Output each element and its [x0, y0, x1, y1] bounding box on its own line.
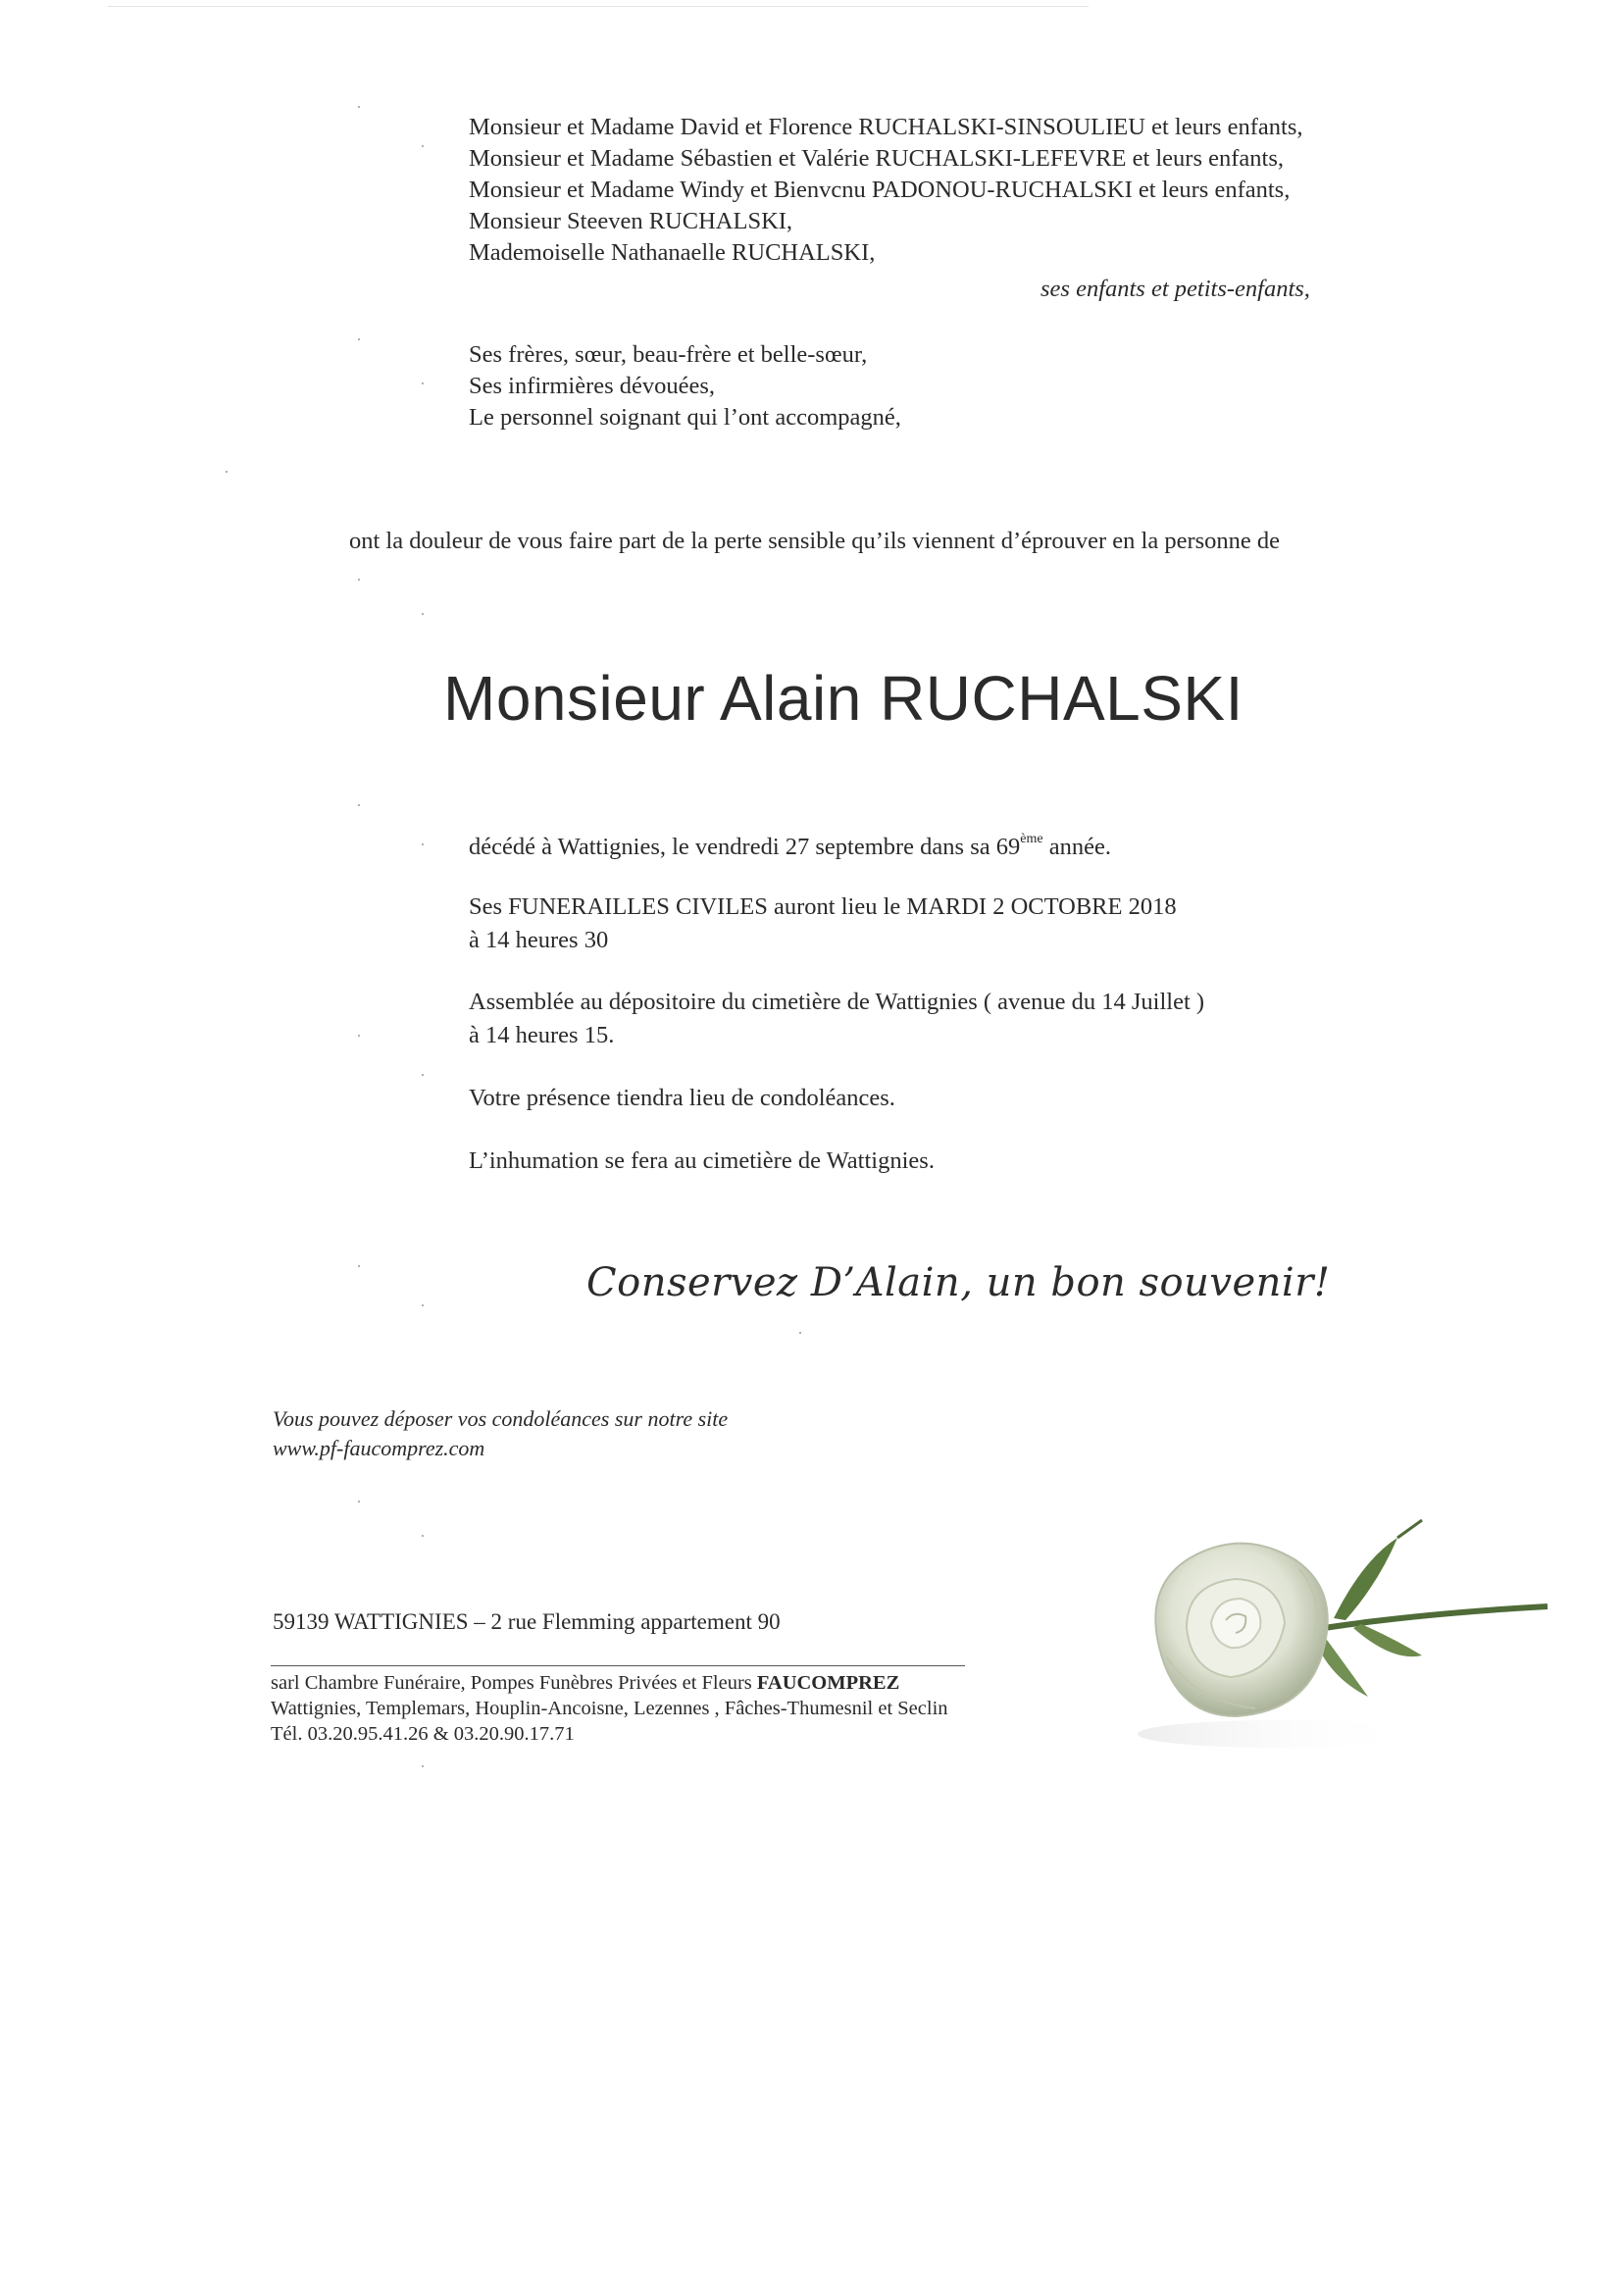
funeral-line-2: à 14 heures 30 [469, 927, 609, 953]
family-line-1: Monsieur et Madame David et Florence RUCHALSKI-SINSOULIEU et leurs enfants, [469, 114, 1303, 140]
death-text: décédé à Wattignies, le vendredi 27 septembre dans sa 69 [469, 834, 1021, 860]
scan-speck [358, 1265, 360, 1267]
scan-speck [422, 1535, 424, 1537]
footer-divider [271, 1665, 965, 1666]
scan-speck [358, 338, 360, 340]
family-role: ses enfants et petits-enfants, [1040, 276, 1310, 302]
death-line [469, 832, 1111, 860]
funeral-home-line-2: Wattignies, Templemars, Houplin-Ancoisne, Lezennes , Fâches-Thumesnil et Seclin [271, 1698, 948, 1719]
closing-script: Conservez D’Alain, un bon souvenir! [586, 1260, 1331, 1305]
scan-speck [358, 579, 360, 581]
scan-speck [358, 106, 360, 108]
others-line-1: Ses frères, sœur, beau-frère et belle-sœur, [469, 341, 868, 368]
scan-speck [358, 1035, 360, 1037]
funeral-home-line-1 [271, 1673, 899, 1694]
website-line-1: Vous pouvez déposer vos condoléances sur notre site [273, 1406, 729, 1431]
announcement-text: ont la douleur de vous faire part de la perte sensible qu’ils viennent d’éprouver en la personne de [349, 528, 1281, 554]
deceased-name: Monsieur Alain RUCHALSKI [443, 663, 1243, 734]
scan-speck [422, 843, 424, 845]
scan-speck [422, 145, 424, 147]
family-line-2: Monsieur et Madame Sébastien et Valérie RUCHALSKI-LEFEVRE et leurs enfants, [469, 145, 1285, 172]
assembly-line-1: Assemblée au dépositoire du cimetière de Wattignies ( avenue du 14 Juillet ) [469, 989, 1205, 1015]
scan-speck [358, 1501, 360, 1502]
funeral-home-desc: sarl Chambre Funéraire, Pompes Funèbres Privées et Fleurs [271, 1672, 757, 1694]
scan-top-edge [108, 6, 1089, 7]
burial-note: L’inhumation se fera au cimetière de Wattignies. [469, 1147, 935, 1174]
address: 59139 WATTIGNIES – 2 rue Flemming appartement 90 [273, 1609, 781, 1634]
scan-speck [422, 1304, 424, 1306]
death-text-end: année. [1042, 834, 1111, 860]
family-line-4: Monsieur Steeven RUCHALSKI, [469, 208, 793, 234]
funeral-home-line-3: Tél. 03.20.95.41.26 & 03.20.90.17.71 [271, 1723, 575, 1745]
assembly-line-2: à 14 heures 15. [469, 1022, 615, 1048]
family-line-3: Monsieur et Madame Windy et Bienvcnu PADONOU-RUCHALSKI et leurs enfants, [469, 177, 1291, 203]
family-line-5: Mademoiselle Nathanaelle RUCHALSKI, [469, 239, 876, 266]
others-line-3: Le personnel soignant qui l’ont accompagné, [469, 404, 901, 431]
death-superscript: ème [1020, 832, 1043, 846]
scan-speck [799, 1332, 801, 1334]
scan-speck [422, 382, 424, 384]
scan-speck [422, 1074, 424, 1076]
scan-speck [358, 804, 360, 806]
condolences-note: Votre présence tiendra lieu de condoléances. [469, 1085, 895, 1111]
funeral-line-1: Ses FUNERAILLES CIVILES auront lieu le MARDI 2 OCTOBRE 2018 [469, 893, 1177, 920]
funeral-home-brand: FAUCOMPREZ [756, 1672, 900, 1694]
scan-speck [422, 1765, 424, 1767]
scan-speck [422, 613, 424, 615]
others-line-2: Ses infirmières dévouées, [469, 373, 716, 399]
website-line-2: www.pf-faucomprez.com [273, 1436, 485, 1460]
white-rose-image [1128, 1491, 1549, 1765]
scan-speck [226, 471, 228, 473]
